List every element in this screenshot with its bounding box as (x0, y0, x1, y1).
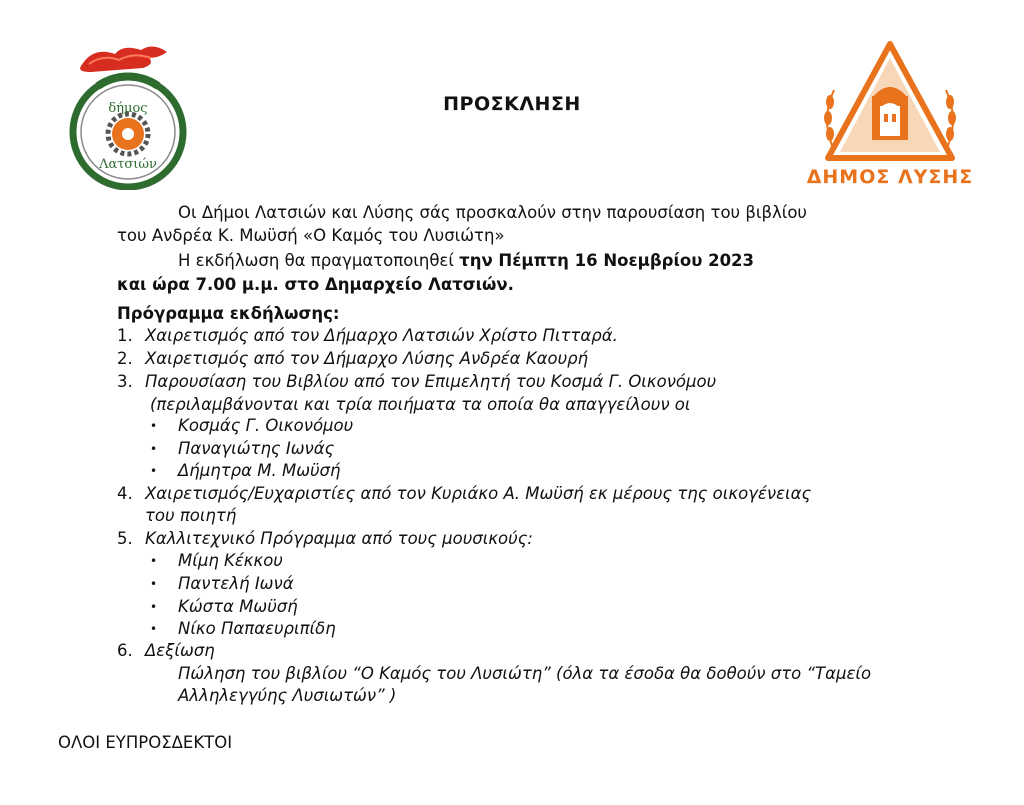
item-4-number: 4. (117, 484, 133, 503)
latsia-municipality-logo (63, 42, 193, 190)
lysi-municipality-logo (800, 40, 980, 190)
logo-left-bottom-text: Λατσιών (99, 157, 157, 172)
item-2-number: 2. (117, 349, 133, 368)
program-item-2: Χαιρετισμός από τον Δήμαρχο Λύσης Ανδρέα Καουρή (145, 349, 589, 368)
program-item-4-cont: του ποιητή (145, 506, 237, 525)
musician-3: Κώστα Μωϋσή (178, 597, 298, 616)
footer-welcome: ΟΛΟΙ ΕΥΠΡΟΣΔΕΚΤΟΙ (58, 733, 233, 752)
item-1-number: 1. (117, 326, 133, 345)
item-5-number: 5. (117, 529, 133, 548)
program-item-1: Χαιρετισμός από τον Δήμαρχο Λατσιών Χρίστο Πιτταρά. (145, 326, 618, 345)
program-item-3: Παρουσίαση του Βιβλίου από τον Επιμελητή του Κοσμά Γ. Οικονόμου (145, 372, 717, 391)
item-6-number: 6. (117, 641, 133, 660)
reciter-3: Δήμητρα Μ. Μωϋσή (178, 461, 341, 480)
program-item-5: Καλλιτεχνικό Πρόγραμμα από τους μουσικούς: (145, 529, 533, 548)
page-title: ΠΡΟΣΚΛΗΣΗ (443, 93, 581, 115)
musician-2: Παντελή Ιωνά (178, 574, 294, 593)
musician-4: Νίκο Παπαευριπίδη (178, 619, 336, 638)
book-sale-line-1: Πώληση του βιβλίου “Ο Καμός του Λυσιώτη” (όλα τα έσοδα θα δοθούν στο “Ταμείο (178, 664, 872, 683)
bullet-icon: • (150, 554, 158, 568)
logo-left-top-text: δήμος (108, 101, 148, 116)
bullet-icon: • (150, 600, 158, 614)
program-item-4: Χαιρετισμός/Ευχαριστίες από τον Κυριάκο Α. Μωϋσή εκ μέρους της οικογένειας (145, 484, 812, 503)
bullet-icon: • (150, 442, 158, 456)
musician-1: Μίμη Κέκκου (178, 551, 283, 570)
reciter-2: Παναγιώτης Ιωνάς (178, 439, 335, 458)
bullet-icon: • (150, 464, 158, 478)
reciter-1: Κοσμάς Γ. Οικονόμου (178, 416, 354, 435)
bullet-icon: • (150, 622, 158, 636)
intro-line-4: και ώρα 7.00 μ.μ. στο Δημαρχείο Λατσιών. (117, 275, 514, 294)
program-item-6: Δεξίωση (145, 641, 215, 660)
book-sale-line-2: Αλληλεγγύης Λυσιωτών” ) (178, 686, 397, 705)
bullet-icon: • (150, 577, 158, 591)
bullet-icon: • (150, 419, 158, 433)
program-heading: Πρόγραμμα εκδήλωσης: (117, 304, 340, 323)
intro-line-3: Η εκδήλωση θα πραγματοποιηθεί την Πέμπτη 16 Νοεμβρίου 2023 (178, 251, 755, 270)
event-date: την Πέμπτη 16 Νοεμβρίου 2023 (459, 251, 755, 270)
intro-line-1: Οι Δήμοι Λατσιών και Λύσης σάς προσκαλούν στην παρουσίαση του βιβλίου (178, 203, 807, 222)
item-3-number: 3. (117, 372, 133, 391)
logo-right-text: ΔΗΜΟΣ ΛΥΣΗΣ (806, 166, 974, 188)
program-item-3-note: (περιλαμβάνονται και τρία ποιήματα τα οποία θα απαγγείλουν οι (150, 395, 691, 414)
intro-line-2: του Ανδρέα Κ. Μωϋσή «Ο Καμός του Λυσιώτη» (117, 226, 505, 245)
